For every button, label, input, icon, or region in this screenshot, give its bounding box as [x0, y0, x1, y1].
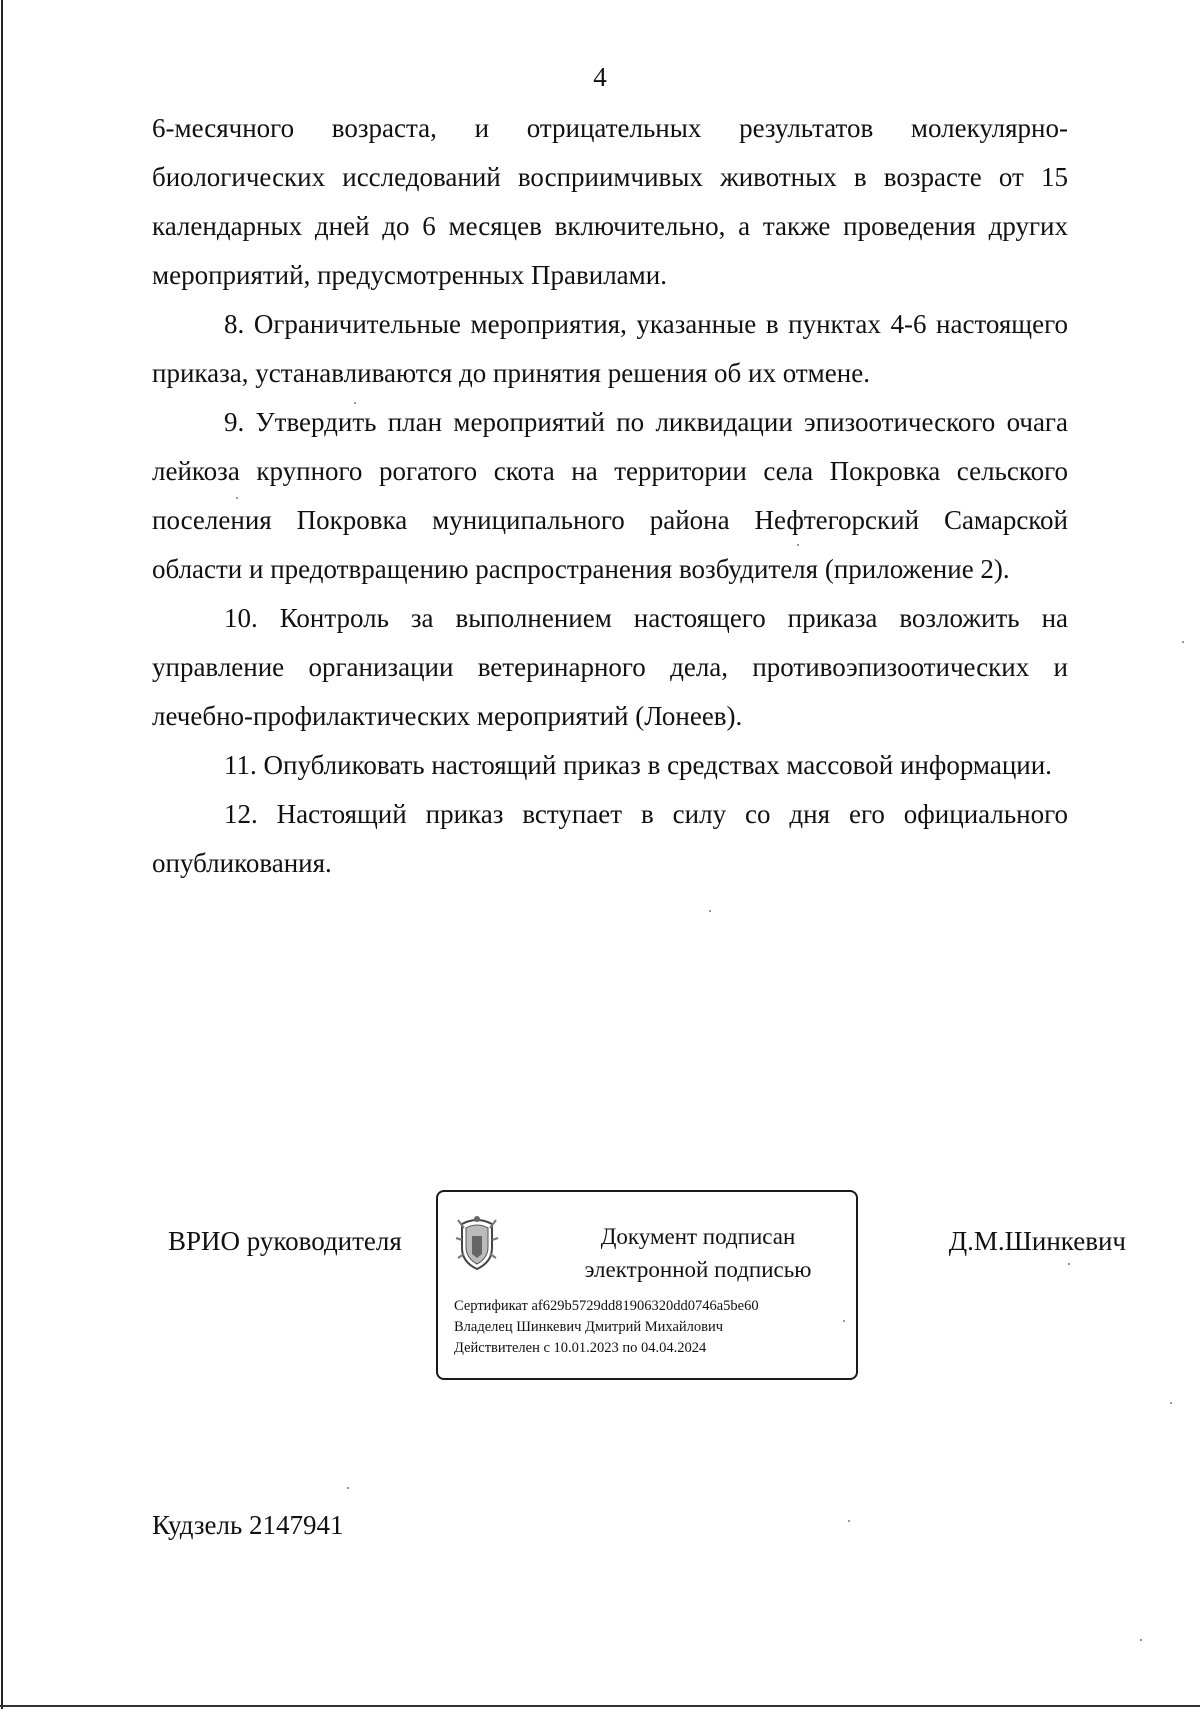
- executor-footer: Кудзель 2147941: [152, 1510, 344, 1540]
- stamp-certificate: Сертификат af629b5729dd81906320dd0746a5be60: [454, 1298, 759, 1314]
- paragraph-item-8: 8. Ограничительные мероприятия, указанные в пунктах 4-6 настоящего приказа, устанавливаются до принятия решения об их отмене.: [152, 309, 1068, 388]
- paragraph-item-10: 10. Контроль за выполнением настоящего приказа возложить на управление организации ветеринарного дела, противоэпизоотических и лечебно-профилактических мероприятий (Лонеев).: [152, 603, 1068, 731]
- scan-speck: [1140, 1639, 1142, 1641]
- scan-speck: [1068, 1263, 1070, 1265]
- stamp-validity: Действителен с 10.01.2023 по 04.04.2024: [454, 1340, 707, 1356]
- scan-speck: [709, 910, 711, 912]
- page-number: 4: [593, 62, 607, 92]
- stamp-owner: Владелец Шинкевич Дмитрий Михайлович: [454, 1319, 724, 1335]
- signer-name: Д.М.Шинкевич: [948, 1226, 1126, 1256]
- paragraph-continuation: 6-месячного возраста, и отрицательных результатов молекулярно-биологических исследований восприимчивых животных в возрасте от 15 календарных дней до 6 месяцев включительно, а также проведения других мероприятий, предусмотренных Правилами.: [152, 113, 1068, 290]
- page-edge-bottom: [0, 1705, 1200, 1707]
- coat-of-arms-emblem-icon: [454, 1214, 500, 1272]
- paragraph-item-9: 9. Утвердить план мероприятий по ликвидации эпизоотического очага лейкоза крупного рогатого скота на территории села Покровка сельского поселения Покровка муниципального района Нефтегорский Самарской области и предотвращению распространения возбудителя (приложение 2).: [152, 407, 1068, 584]
- paragraph-item-11: 11. Опубликовать настоящий приказ в средствах массовой информации.: [224, 750, 1052, 780]
- stamp-heading: [558, 1220, 838, 1286]
- stamp-details: [454, 1296, 759, 1359]
- scan-speck: [347, 1487, 349, 1489]
- document-body: [152, 104, 1068, 888]
- signer-position: ВРИО руководителя: [168, 1226, 402, 1256]
- scan-speck: [843, 1320, 845, 1322]
- paragraph-item-12: 12. Настоящий приказ вступает в силу со дня его официального опубликования.: [152, 799, 1068, 878]
- scan-speck: [354, 402, 356, 404]
- stamp-heading-line-1: Документ подписан: [600, 1224, 796, 1249]
- electronic-signature-stamp: [436, 1190, 858, 1380]
- scan-speck: [1182, 641, 1184, 643]
- scan-speck: [797, 544, 799, 546]
- scan-speck: [848, 1520, 850, 1522]
- stamp-heading-line-2: электронной подписью: [584, 1257, 812, 1282]
- scan-speck: [236, 497, 238, 499]
- page-edge-left: [1, 0, 3, 1709]
- scan-speck: [1170, 1402, 1172, 1404]
